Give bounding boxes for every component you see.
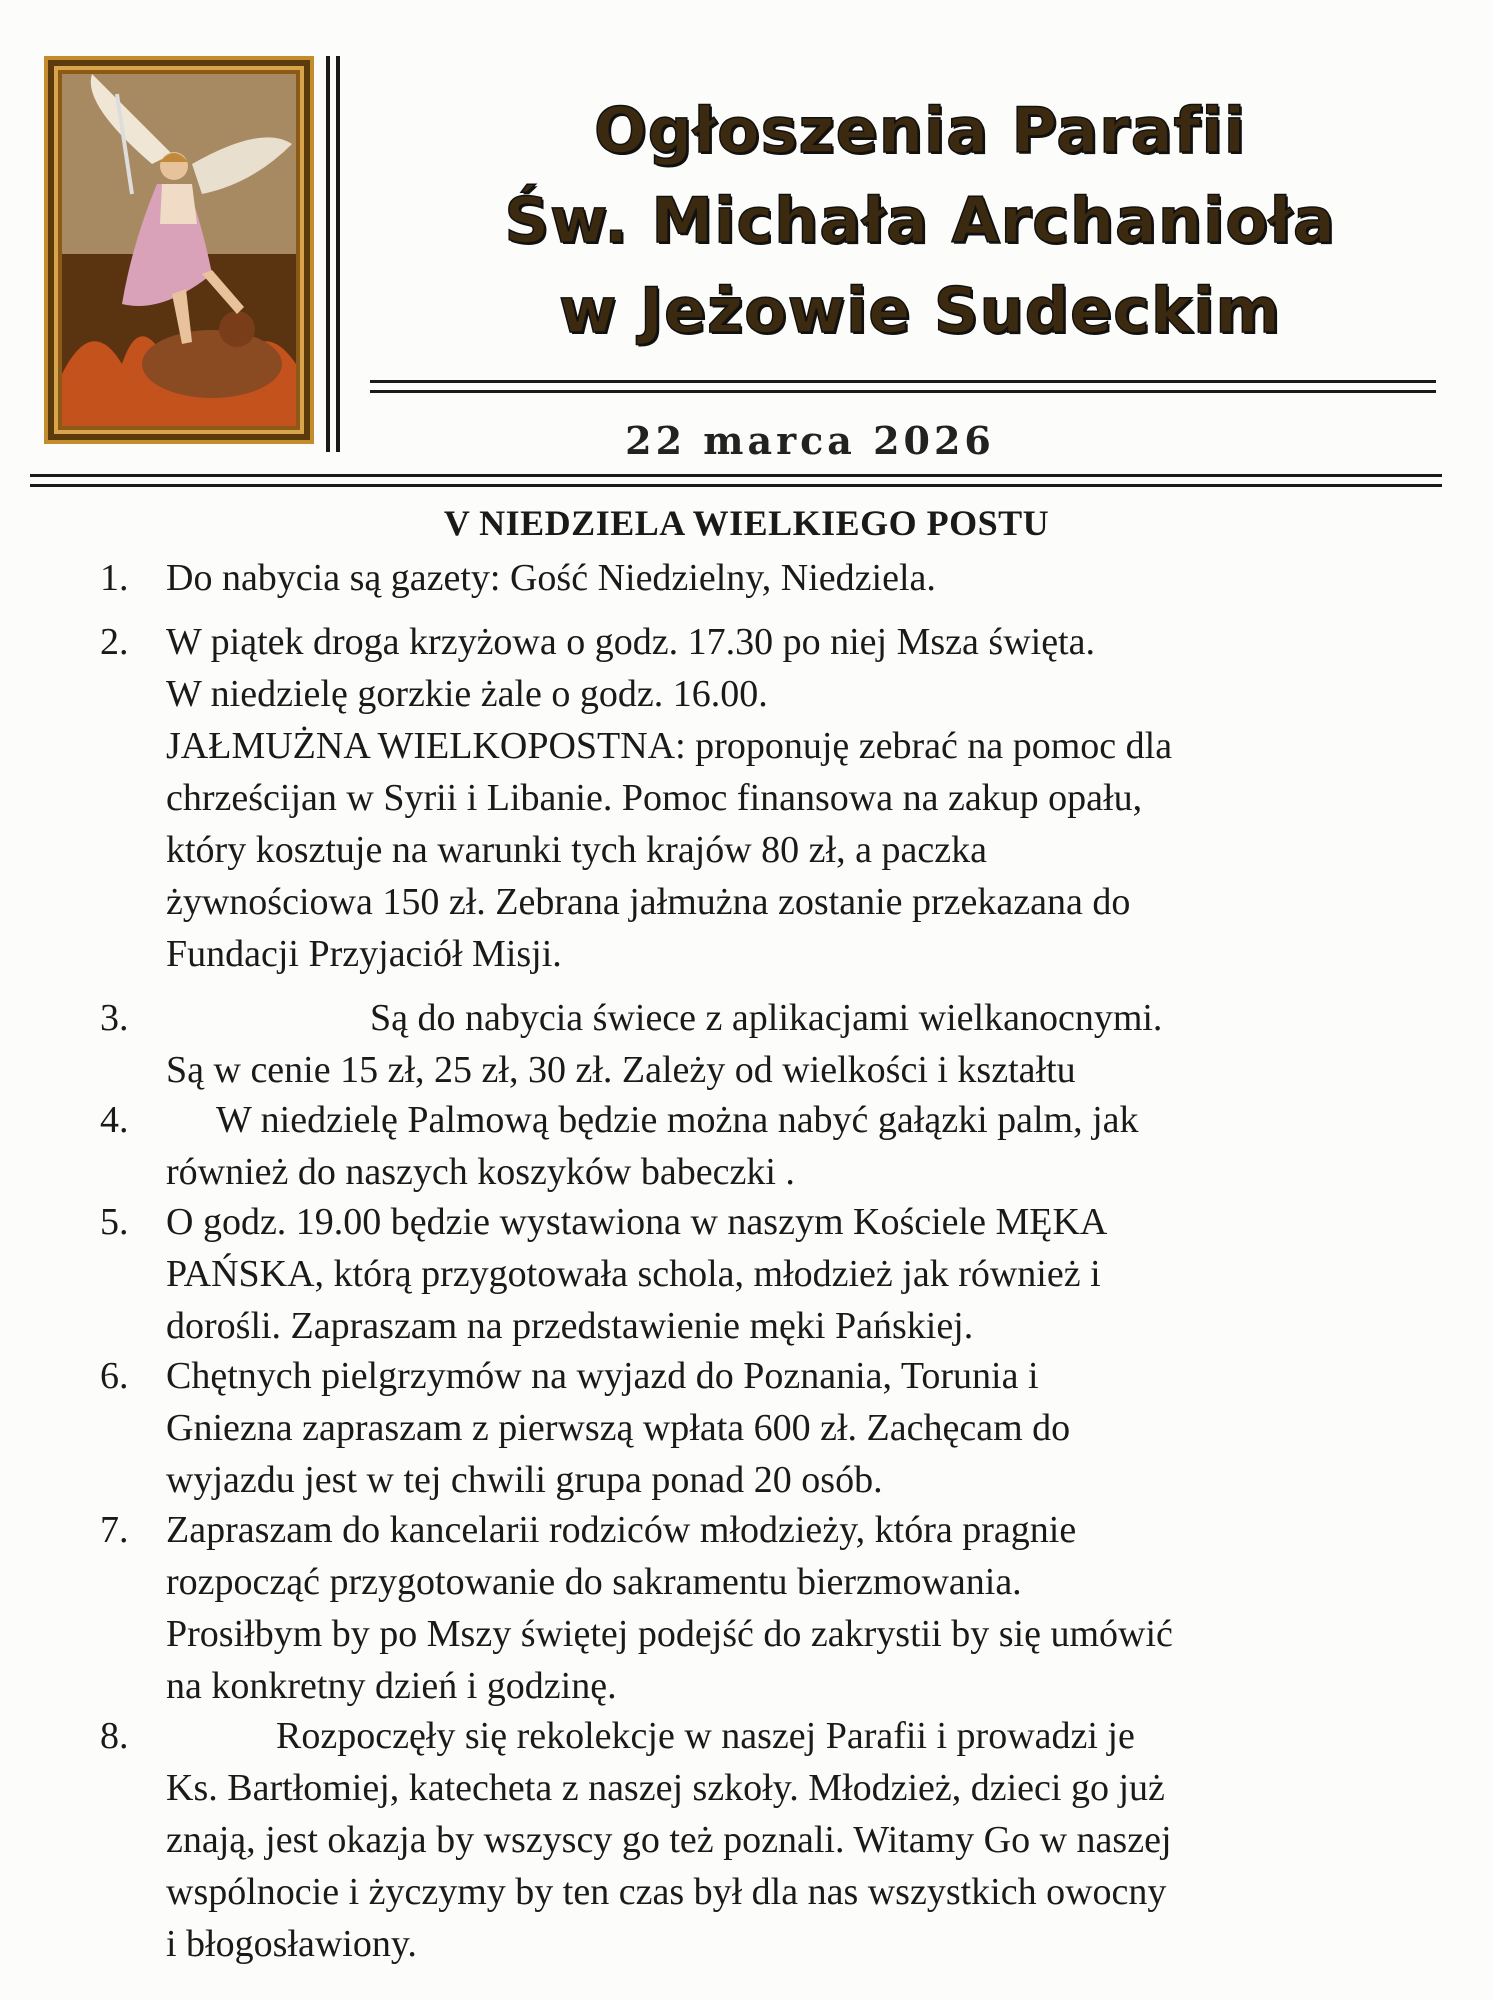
item-line: rozpocząć przygotowanie do sakramentu bierzmowania. (166, 1561, 1022, 1603)
item-line: również do naszych koszyków babeczki . (166, 1151, 795, 1193)
item-text (166, 1710, 1466, 1970)
section-heading: V NIEDZIELA WIELKIEGO POSTU (443, 503, 1050, 543)
item-line: Są do nabycia świece z aplikacjami wielkanocnymi. (370, 997, 1163, 1039)
item-number: 8. (100, 1715, 129, 1757)
title-rule (370, 390, 1436, 393)
vertical-rule-right (336, 56, 340, 452)
item-line: W niedzielę Palmową będzie można nabyć gałązki palm, jak (216, 1099, 1139, 1141)
title-line-2: Św. Michała Archanioła (504, 184, 1336, 257)
item-line: żywnościowa 150 zł. Zebrana jałmużna zostanie przekazana do (166, 881, 1131, 923)
item-line: JAŁMUŻNA WIELKOPOSTNA: proponuję zebrać na pomoc dla (166, 725, 1173, 767)
item-line: Do nabycia są gazety: Gość Niedzielny, Niedziela. (166, 557, 936, 599)
bulletin-date: 22 marca 2026 (625, 418, 995, 463)
item-line: chrześcijan w Syrii i Libanie. Pomoc finansowa na zakup opału, (166, 777, 1143, 819)
item-line: dorośli. Zapraszam na przedstawienie męki Pańskiej. (166, 1305, 974, 1347)
item-number: 3. (100, 997, 129, 1039)
item-number: 1. (100, 557, 129, 599)
item-line: O godz. 19.00 będzie wystawiona w naszym Kościele MĘKA (166, 1201, 1108, 1243)
item-line: który kosztuje na warunki tych krajów 80 zł, a paczka (166, 829, 987, 871)
item-line: znają, jest okazja by wszyscy go też poznali. Witamy Go w naszej (166, 1819, 1172, 1861)
item-number: 5. (100, 1201, 129, 1243)
item-text (166, 992, 1466, 1096)
header-divider (30, 484, 1442, 487)
item-number: 6. (100, 1355, 129, 1397)
parish-title (370, 86, 1470, 356)
item-text (166, 1094, 1466, 1198)
item-line: PAŃSKA, którą przygotowała schola, młodzież jak również i (166, 1253, 1101, 1295)
item-text (166, 1504, 1466, 1712)
item-line: i błogosławiony. (166, 1923, 417, 1965)
title-line-3: w Jeżowie Sudeckim (559, 274, 1281, 347)
item-line: Gniezna zapraszam z pierwszą wpłata 600 zł. Zachęcam do (166, 1407, 1071, 1449)
archangel-michael-painting-icon (44, 56, 314, 444)
item-text (166, 1350, 1466, 1506)
item-line: W piątek droga krzyżowa o godz. 17.30 po niej Msza święta. (166, 621, 1095, 663)
item-text (166, 616, 1466, 980)
item-line: Chętnych pielgrzymów na wyjazd do Poznania, Torunia i (166, 1355, 1039, 1397)
item-line: Prosiłbym by po Mszy świętej podejść do zakrystii by się umówić (166, 1613, 1173, 1655)
item-line: Są w cenie 15 zł, 25 zł, 30 zł. Zależy od wielkości i kształtu (166, 1049, 1076, 1091)
vertical-rule-left (326, 56, 330, 452)
item-number: 4. (100, 1099, 129, 1141)
header-divider (30, 474, 1442, 477)
item-line: na konkretny dzień i godzinę. (166, 1665, 617, 1707)
item-number: 7. (100, 1509, 129, 1551)
item-line: Ks. Bartłomiej, katecheta z naszej szkoły. Młodzież, dzieci go już (166, 1767, 1165, 1809)
item-line: Rozpoczęły się rekolekcje w naszej Parafii i prowadzi je (276, 1715, 1135, 1757)
item-line: Zapraszam do kancelarii rodziców młodzieży, która pragnie (166, 1509, 1077, 1551)
title-rule (370, 380, 1436, 383)
item-line: Fundacji Przyjaciół Misji. (166, 933, 562, 975)
item-text (166, 552, 1466, 604)
item-line: W niedzielę gorzkie żale o godz. 16.00. (166, 673, 768, 715)
item-number: 2. (100, 621, 129, 663)
item-line: wspólnocie i życzymy by ten czas był dla nas wszystkich owocny (166, 1871, 1167, 1913)
item-text (166, 1196, 1466, 1352)
item-line: wyjazdu jest w tej chwili grupa ponad 20 osób. (166, 1459, 883, 1501)
title-line-1: Ogłoszenia Parafii (593, 94, 1247, 167)
